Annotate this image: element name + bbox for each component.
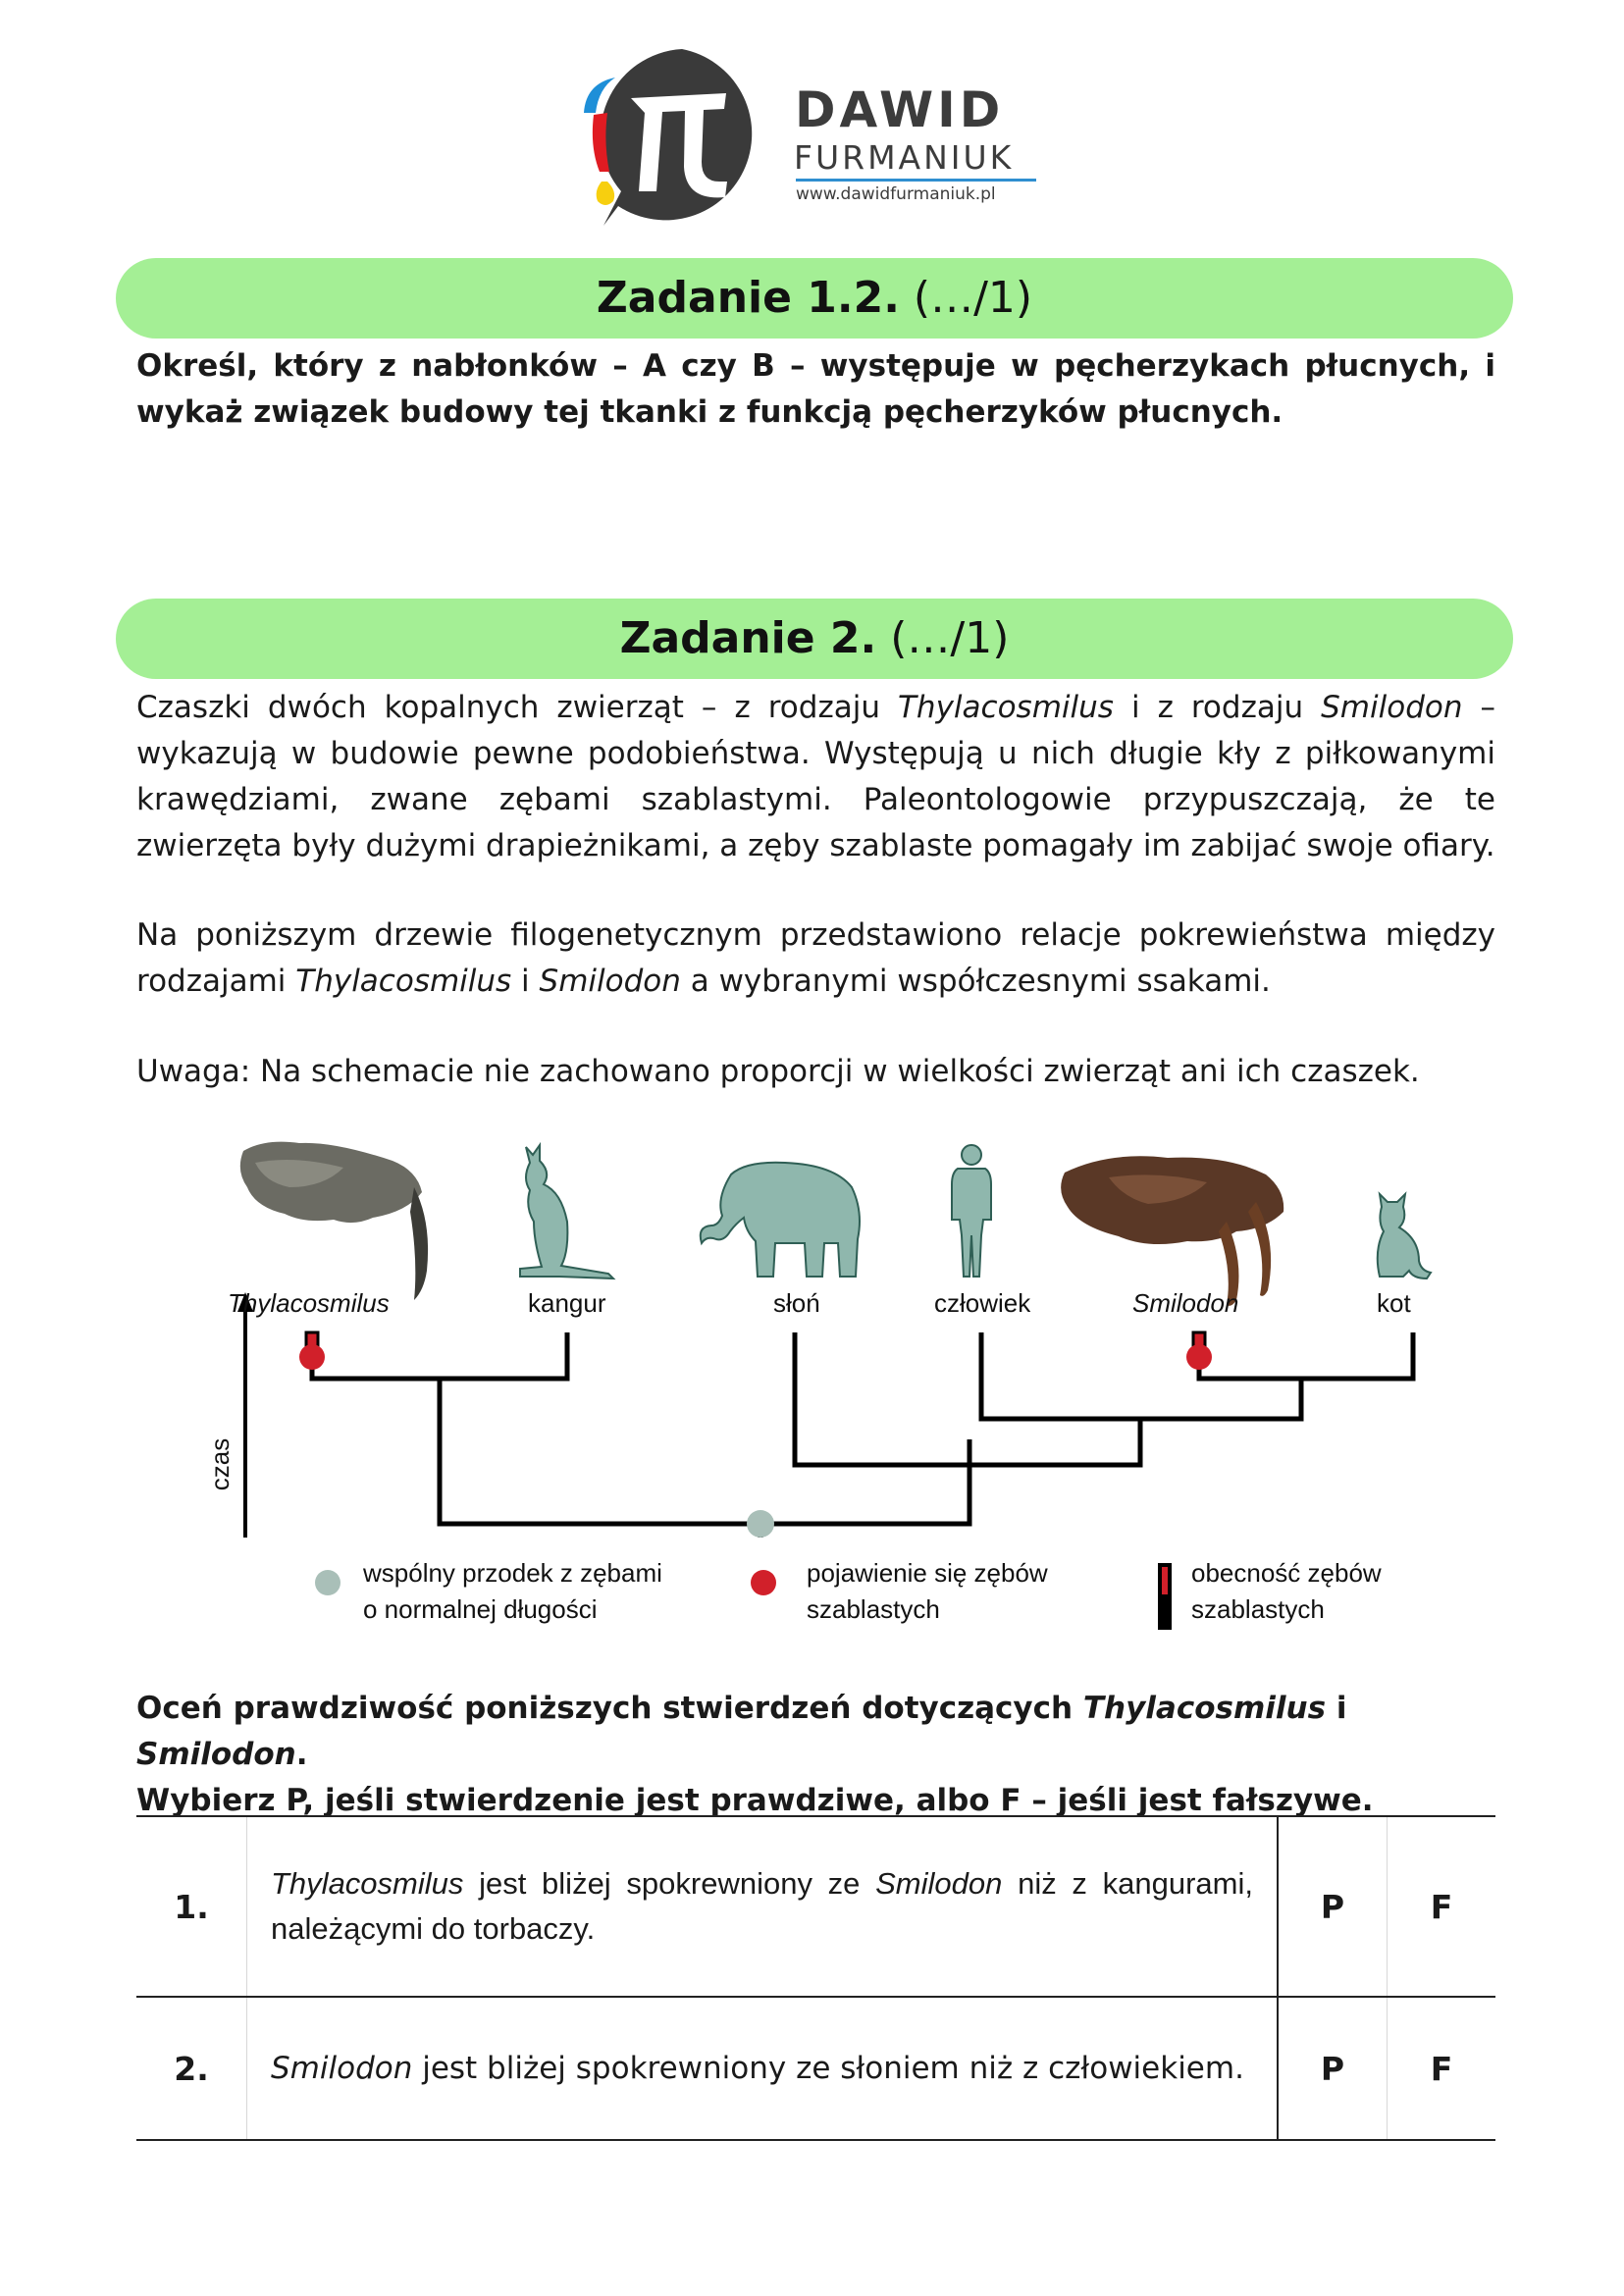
genus-name: Thylacosmilus <box>271 1866 464 1901</box>
taxon-label-thylacosmilus: Thylacosmilus <box>228 1288 390 1318</box>
text-span: . <box>295 1737 308 1772</box>
genus-name: Smilodon <box>539 964 681 999</box>
task-1-2-title: Zadanie 1.2. <box>596 273 900 323</box>
task-2-paragraph-1 <box>136 685 1495 869</box>
elephant-icon <box>701 1163 860 1277</box>
answer-true-option[interactable]: P <box>1278 1816 1388 1997</box>
genus-name: Thylacosmilus <box>1082 1691 1327 1726</box>
common-ancestor-marker-icon <box>747 1510 774 1538</box>
taxon-label-smilodon: Smilodon <box>1132 1288 1239 1318</box>
statement-row <box>136 1997 1495 2140</box>
legend-saber-origin-icon <box>751 1570 776 1595</box>
cat-icon <box>1378 1194 1431 1278</box>
genus-name: Thylacosmilus <box>295 964 512 999</box>
statement-table <box>136 1815 1495 2141</box>
question-line-2: Wybierz P, jeśli stwierdzenie jest prawdziwe, albo F – jeśli jest fałszywe. <box>136 1783 1374 1818</box>
task-2-score: (…/1) <box>890 613 1010 663</box>
task-1-2-instruction: Określ, który z nabłonków – A czy B – występuje w pęcherzykach płucnych, i wykaż związek budowy tej tkanki z funkcją pęcherzyków płucnych. <box>136 348 1495 430</box>
brand-name-last: FURMANIUK <box>794 138 1015 177</box>
answer-true-option[interactable]: P <box>1278 1997 1388 2140</box>
text-span: Oceń prawdziwość poniższych stwierdzeń dotyczących <box>136 1691 1083 1726</box>
legend-ancestor-text <box>363 1555 662 1628</box>
task-2-question <box>136 1686 1495 1824</box>
text-span: i <box>511 964 540 999</box>
taxon-label-cat: kot <box>1377 1288 1411 1318</box>
saber-teeth-marker-icon <box>1186 1332 1212 1370</box>
legend-saber-presence-icon <box>1158 1563 1172 1630</box>
text-span: i z rodzaju <box>1113 690 1322 725</box>
text-span: Na poniższym drzewie filogenetycznym przedstawiono relacje pokrewieństwa między rodzajami <box>136 917 1495 999</box>
logo <box>564 44 1055 231</box>
saber-teeth-marker-icon <box>299 1332 325 1370</box>
statement-text <box>247 1816 1279 1997</box>
answer-false-option[interactable]: F <box>1388 1816 1496 1997</box>
legend-line: szablastych <box>807 1594 940 1624</box>
legend-line: pojawienie się zębów <box>807 1558 1048 1588</box>
genus-name: Smilodon <box>136 1737 296 1772</box>
text-span: a wybranymi współczesnymi ssakami. <box>680 964 1271 999</box>
statement-text <box>247 1997 1279 2140</box>
time-axis-label: czas <box>205 1437 236 1491</box>
text-span: i <box>1326 1691 1347 1726</box>
text-span: jest bliżej spokrewniony ze słoniem niż z człowiekiem. <box>412 2051 1244 2086</box>
legend-saber-presence-text <box>1191 1555 1382 1628</box>
brand-underline <box>796 179 1036 182</box>
tree-branches <box>312 1332 1413 1538</box>
legend-line: o normalnej długości <box>363 1594 598 1624</box>
task-2-note: Uwaga: Na schemacie nie zachowano proporcji w wielkości zwierząt ani ich czaszek. <box>136 1054 1420 1089</box>
smilodon-skull-icon <box>1061 1156 1283 1306</box>
statement-row <box>136 1816 1495 1997</box>
question-line-1 <box>136 1686 1495 1778</box>
brand-name-first: DAWID <box>795 81 1005 138</box>
time-axis-arrow-icon <box>237 1292 253 1538</box>
genus-name: Smilodon <box>875 1866 1003 1901</box>
genus-name: Thylacosmilus <box>898 690 1114 725</box>
genus-name: Smilodon <box>271 2051 413 2086</box>
statement-number: 1. <box>136 1816 247 1997</box>
task-1-2-score: (…/1) <box>913 273 1033 323</box>
phylogenetic-tree <box>196 1133 1472 1644</box>
taxon-label-kangaroo: kangur <box>528 1288 606 1318</box>
task-2-banner <box>116 599 1513 679</box>
taxon-label-elephant: słoń <box>773 1288 820 1318</box>
task-2-paragraph-2 <box>136 913 1495 1005</box>
legend-ancestor-icon <box>315 1570 341 1595</box>
genus-name: Smilodon <box>1321 690 1463 725</box>
brand-url: www.dawidfurmaniuk.pl <box>796 184 996 204</box>
text-span: niż z kangurami, należącymi do torbaczy. <box>271 1866 1253 1946</box>
legend-line: szablastych <box>1191 1594 1325 1624</box>
answer-false-option[interactable]: F <box>1388 1997 1496 2140</box>
text-span: jest bliżej spokrewniony ze <box>463 1866 876 1901</box>
legend-line: wspólny przodek z zębami <box>363 1558 662 1588</box>
statement-number: 2. <box>136 1997 247 2140</box>
thylacosmilus-skull-icon <box>240 1142 428 1300</box>
pi-logo-icon <box>564 44 780 231</box>
task-1-2-banner <box>116 258 1513 339</box>
human-icon <box>952 1145 991 1277</box>
legend-line: obecność zębów <box>1191 1558 1382 1588</box>
kangaroo-icon <box>520 1145 613 1278</box>
legend-saber-origin-text <box>807 1555 1048 1628</box>
text-span: Czaszki dwóch kopalnych zwierząt – z rodzaju <box>136 690 898 725</box>
text-span: – wykazują w budowie pewne podobieństwa. Występują u nich długie kły z piłkowanymi krawędziami, zwane zębami szablastymi. Paleontologowie przypuszczają, że te zwierzęta były dużymi drapieżnikami, a zęby szablaste pomagały im zabijać swoje ofiary. <box>136 690 1496 863</box>
taxon-label-human: człowiek <box>934 1288 1031 1318</box>
task-2-title: Zadanie 2. <box>619 613 877 663</box>
